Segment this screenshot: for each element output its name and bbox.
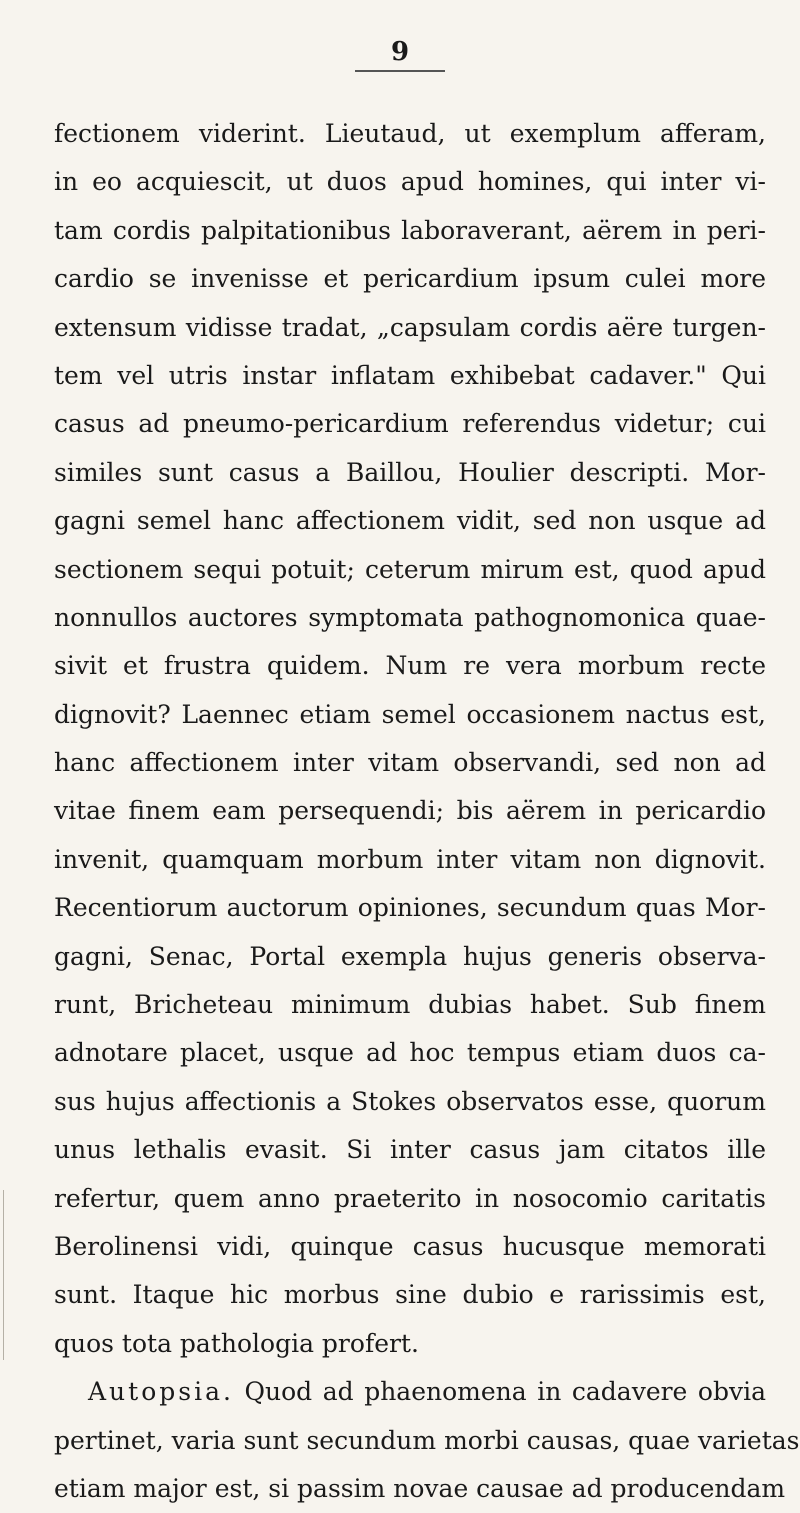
page-number: 9 bbox=[390, 37, 410, 67]
text-line: invenit, quamquam morbum inter vitam non dignovit. bbox=[54, 844, 766, 874]
text-line: unus lethalis evasit. Si inter casus jam citatos ille bbox=[54, 1135, 766, 1165]
text-span: Quod ad phaenomena in cadavere obvia bbox=[233, 1377, 766, 1407]
text-line: gagni semel hanc affectionem vidit, sed non usque ad bbox=[54, 506, 766, 536]
text-line: tem vel utris instar inflatam exhibebat cadaver." Qui bbox=[54, 360, 766, 390]
text-line: sectionem sequi potuit; ceterum mirum est, quod apud bbox=[54, 554, 766, 584]
text-line: extensum vidisse tradat, „capsulam cordis aëre turgen- bbox=[54, 312, 766, 342]
body-text bbox=[54, 110, 800, 1513]
text-line: fectionem viderint. Lieutaud, ut exemplum afferam, bbox=[54, 119, 766, 148]
text-line: adnotare placet, usque ad hoc tempus etiam duos ca- bbox=[54, 1038, 766, 1068]
text-line: nonnullos auctores symptomata pathognomonica quae- bbox=[54, 602, 766, 632]
text-line: sunt. Itaque hic morbus sine dubio e rarissimis est, bbox=[54, 1280, 766, 1310]
text-line: casus ad pneumo-pericardium referendus videtur; cui bbox=[54, 409, 766, 439]
autopsia-paragraph-first-line bbox=[54, 1368, 766, 1416]
text-line: cardio se invenisse et pericardium ipsum culei more bbox=[54, 264, 766, 294]
text-line: sus hujus affectionis a Stokes observatos esse, quorum bbox=[54, 1086, 766, 1116]
text-line: pertinet, varia sunt secundum morbi causas, quae varietas bbox=[54, 1425, 800, 1455]
text-line: runt, Bricheteau minimum dubias habet. Sub finem bbox=[54, 990, 766, 1020]
text-line: sivit et frustra quidem. Num re vera morbum recte bbox=[54, 651, 766, 681]
header-rule bbox=[355, 70, 445, 72]
text-line: etiam major est, si passim novae causae ad producendam bbox=[54, 1473, 786, 1503]
text-line: tam cordis palpitationibus laboraverant, aërem in peri- bbox=[54, 215, 766, 245]
text-line: dignovit? Laennec etiam semel occasionem nactus est, bbox=[54, 699, 766, 729]
text-line: in eo acquiescit, ut duos apud homines, qui inter vi- bbox=[54, 167, 766, 197]
text-line: Berolinensi vidi, quinque casus hucusque memorati bbox=[54, 1231, 766, 1261]
text-line: Recentiorum auctorum opiniones, secundum quas Mor- bbox=[54, 893, 766, 923]
text-line: quos tota pathologia profert. bbox=[54, 1328, 419, 1358]
text-line: vitae finem eam persequendi; bis aërem in pericardio bbox=[54, 796, 766, 826]
text-line: similes sunt casus a Baillou, Houlier descripti. Mor- bbox=[54, 457, 766, 487]
text-line: refertur, quem anno praeterito in nosocomio caritatis bbox=[54, 1183, 766, 1213]
section-heading-autopsia: Autopsia. bbox=[88, 1377, 234, 1407]
page-edge-shadow bbox=[3, 1190, 4, 1360]
text-line: gagni, Senac, Portal exempla hujus generis observa- bbox=[54, 941, 766, 971]
text-line: hanc affectionem inter vitam observandi, sed non ad bbox=[54, 748, 766, 778]
